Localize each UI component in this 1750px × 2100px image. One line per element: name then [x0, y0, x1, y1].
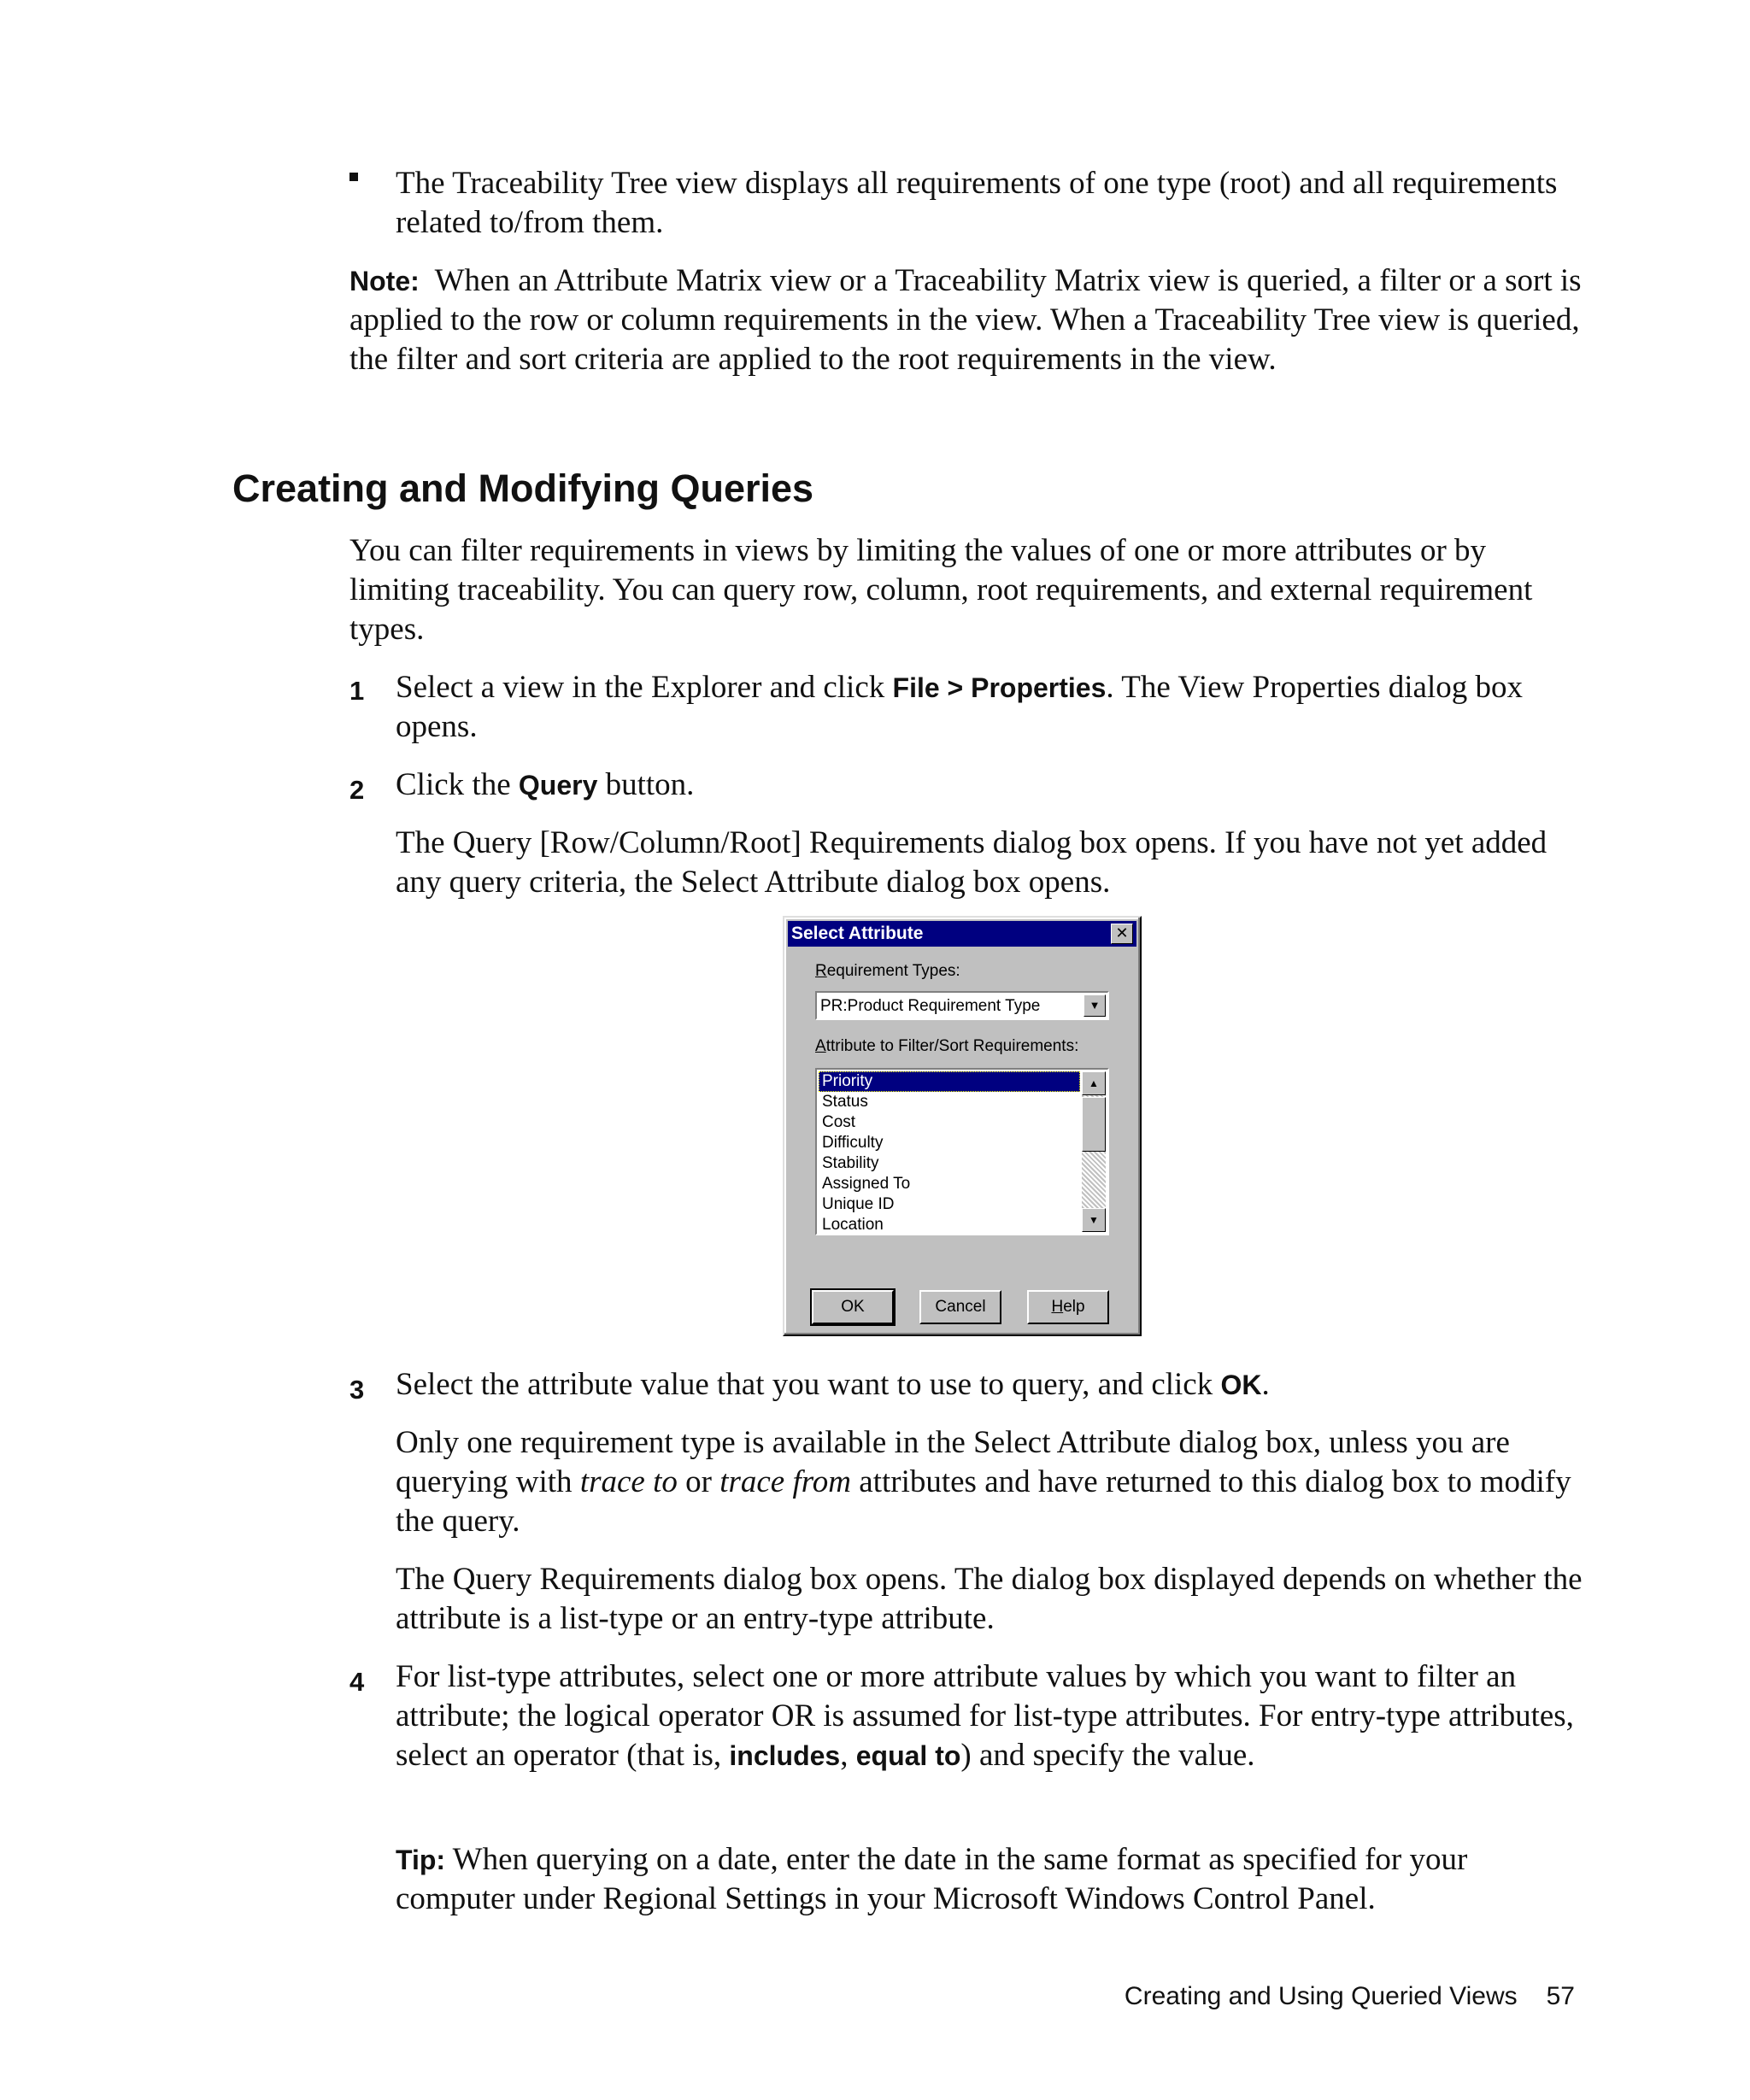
trace-from-term: trace from: [719, 1464, 852, 1499]
step-4-text: [396, 1657, 1588, 1775]
scrollbar[interactable]: [1082, 1071, 1106, 1232]
step-1-text: [396, 668, 1588, 747]
attribute-option[interactable]: Priority: [819, 1071, 1080, 1092]
dialog-title-bar: [788, 921, 1136, 947]
step-3-p1-c: attributes and have returned to this dialog box to modify the query.: [396, 1464, 1571, 1539]
select-attribute-dialog: [783, 916, 1142, 1336]
close-icon[interactable]: ✕: [1111, 924, 1133, 944]
attribute-option[interactable]: Cost: [822, 1113, 856, 1131]
requirement-type-value: PR:Product Requirement Type: [820, 997, 1041, 1015]
help-mnemonic: H: [1051, 1298, 1064, 1316]
step-3-text: [396, 1365, 1588, 1405]
includes-operator: includes: [729, 1740, 841, 1771]
bullet-marker: [349, 173, 358, 181]
note-label: Note:: [349, 266, 420, 296]
dialog-title: Select Attribute: [791, 924, 924, 943]
req-types-mnemonic: R: [815, 962, 827, 980]
step-2-number: 2: [349, 775, 365, 805]
attr-mnemonic: A: [815, 1037, 826, 1055]
ok-button[interactable]: OK: [812, 1290, 894, 1324]
step-1-number: 1: [349, 676, 365, 706]
requirement-type-select[interactable]: [815, 991, 1109, 1020]
page-number: 57: [1546, 1982, 1575, 2010]
chevron-down-icon[interactable]: ▼: [1083, 994, 1106, 1017]
section-heading: Creating and Modifying Queries: [232, 466, 814, 510]
attribute-option[interactable]: Status: [822, 1093, 868, 1111]
scroll-down-icon[interactable]: ▼: [1082, 1208, 1106, 1232]
footer-chapter: Creating and Using Queried Views: [1124, 1982, 1518, 2010]
note-text: When an Attribute Matrix view or a Traceability Matrix view is queried, a filter or a sort is applied to the row or column requirements in the view. When a Traceability Tree view is queried, the filter and sort criteria are applied to the root requirements in the view.: [349, 263, 1582, 377]
step-3-number: 3: [349, 1375, 365, 1405]
note-paragraph: [349, 261, 1584, 379]
step-2-post: button.: [597, 767, 695, 802]
file-properties-command: File > Properties: [892, 672, 1107, 703]
step-4-sep: ,: [840, 1738, 856, 1773]
attribute-option[interactable]: Location: [822, 1216, 884, 1234]
step-3-post: .: [1261, 1367, 1270, 1402]
ok-ref: OK: [1220, 1370, 1262, 1400]
page-footer: [1125, 1977, 1575, 2016]
attribute-option[interactable]: Difficulty: [822, 1134, 884, 1152]
step-3-p1-b: or: [677, 1464, 720, 1499]
step-2-paragraph: The Query [Row/Column/Root] Requirements dialog box opens. If you have not yet added any query criteria, the Select Attribute dialog box opens.: [396, 825, 1547, 900]
step-3-paragraph-2: The Query Requirements dialog box opens. The dialog box displayed depends on whether the attribute is a list-type or an entry-type attribute.: [396, 1562, 1583, 1636]
tip-text: When querying on a date, enter the date in the same format as specified for your computer under Regional Settings in your Microsoft Windows Control Panel.: [396, 1842, 1468, 1916]
tip-paragraph: [396, 1840, 1592, 1919]
bullet-text: The Traceability Tree view displays all requirements of one type (root) and all requirements related to/from them.: [396, 166, 1558, 240]
step-2-text: [396, 766, 1588, 805]
step-3-p1-a: Only one requirement type is available in the Select Attribute dialog box, unless you are querying with: [396, 1425, 1510, 1499]
help-rest: elp: [1063, 1298, 1085, 1316]
equal-to-operator: equal to: [855, 1740, 961, 1771]
trace-to-term: trace to: [579, 1464, 678, 1499]
attribute-option[interactable]: Unique ID: [822, 1195, 895, 1213]
attribute-option[interactable]: Assigned To: [822, 1175, 911, 1193]
step-2-pre: Click the: [396, 767, 519, 802]
attribute-label: [815, 1037, 1078, 1056]
step-4-b: ) and specify the value.: [960, 1738, 1255, 1773]
section-intro: You can filter requirements in views by limiting the values of one or more attributes or by limiting traceability. You can query row, column, root requirements, and external requirement types.: [349, 533, 1533, 647]
attribute-option[interactable]: Stability: [822, 1154, 879, 1172]
attribute-listbox[interactable]: [815, 1068, 1109, 1235]
step-3-paragraph-1: [396, 1423, 1588, 1541]
query-button-ref: Query: [518, 770, 598, 801]
attribute-items: [819, 1071, 1080, 1235]
attr-rest: ttribute to Filter/Sort Requirements:: [825, 1037, 1079, 1055]
tip-label: Tip:: [396, 1845, 446, 1875]
scroll-thumb[interactable]: [1082, 1097, 1106, 1152]
step-1-post: . The View Properties dialog box opens.: [396, 670, 1524, 744]
step-3-pre: Select the attribute value that you want to use to query, and click: [396, 1367, 1221, 1402]
help-button[interactable]: [1027, 1290, 1109, 1324]
step-4-number: 4: [349, 1667, 365, 1697]
step-4-a: For list-type attributes, select one or more attribute values by which you want to filter an attribute; the logical operator OR is assumed for list-type attributes. For entry-type attributes, select an operator (that is,: [396, 1659, 1574, 1773]
req-types-rest: equirement Types:: [826, 962, 960, 980]
step-1-pre: Select a view in the Explorer and click: [396, 670, 893, 705]
scroll-up-icon[interactable]: ▲: [1082, 1071, 1106, 1095]
cancel-button[interactable]: Cancel: [919, 1290, 1001, 1324]
requirement-types-label: [815, 962, 960, 981]
